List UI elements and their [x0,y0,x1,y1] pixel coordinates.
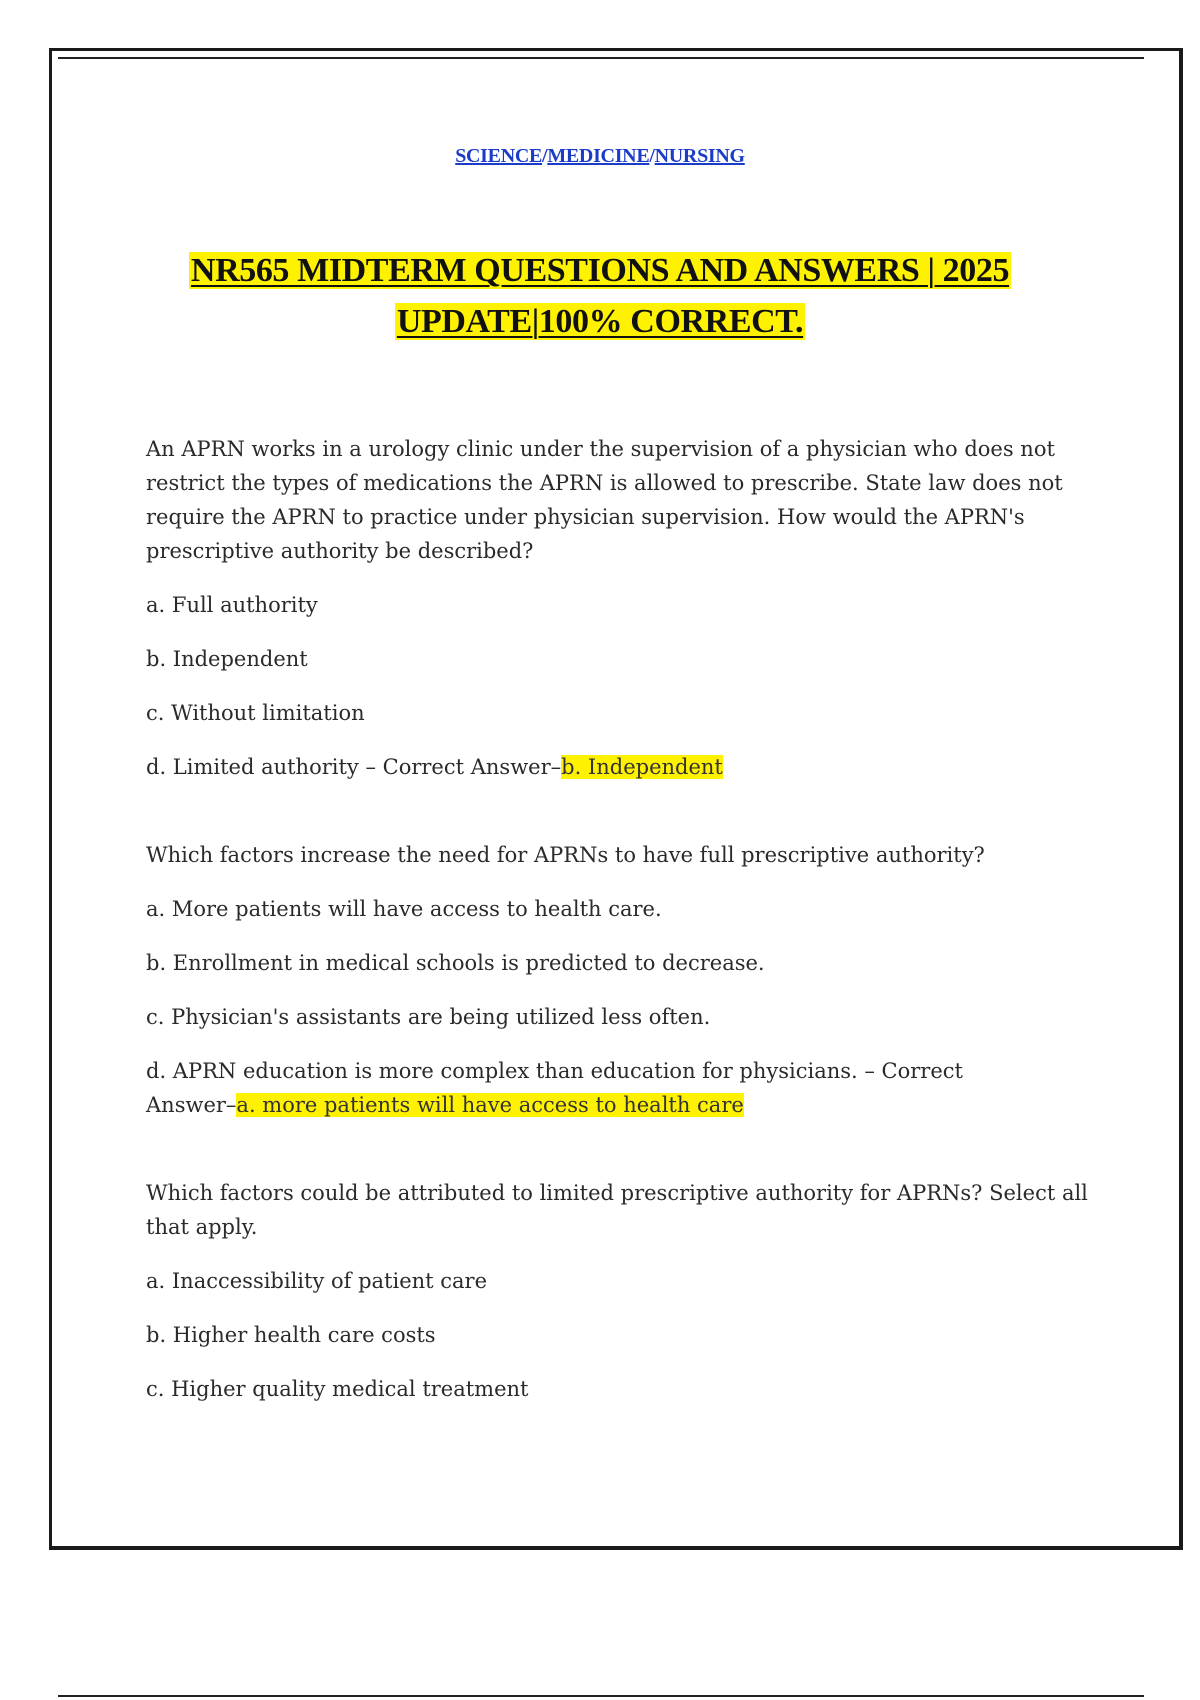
answer-label-wrap: Answer– [146,1093,237,1117]
answer-label: – Correct Answer– [358,755,562,779]
questions-body [146,432,1096,1460]
title-line-2-text: UPDATE|100% CORRECT [396,303,796,340]
option-a: a. Inaccessibility of patient care [146,1269,488,1293]
breadcrumb-separator: / [542,145,548,167]
option-d-with-answer [146,1054,1096,1122]
correct-answer: a. more patients will have access to health care [236,1093,744,1117]
question-text: Which factors increase the need for APRNs to have full prescriptive authority? [146,843,985,867]
breadcrumb-separator: / [649,145,655,167]
option-c: c. Physician's assistants are being utilized less often. [146,1005,711,1029]
option-d-with-answer [146,750,1096,784]
option-d: d. Limited authority [146,755,359,779]
title-line-2 [395,303,805,340]
title-line-1: NR565 MIDTERM QUESTIONS AND ANSWERS | 2025 [190,252,1010,289]
option-b: b. Independent [146,647,308,671]
option-a: a. More patients will have access to health care. [146,897,662,921]
option-d: d. APRN education is more complex than education for physicians. [146,1059,858,1083]
question-text: An APRN works in a urology clinic under the supervision of a physician who does not restrict the types of medications the APRN is allowed to prescribe. State law does not require the APRN to practice under physician supervision. How would the APRN's prescriptive authority be described? [146,437,1063,563]
answer-label-lead: – Correct [857,1059,963,1083]
breadcrumb-link-science[interactable]: SCIENCE [455,145,543,167]
option-b: b. Higher health care costs [146,1323,436,1347]
correct-answer: b. Independent [561,755,723,779]
question-block [146,432,1096,784]
option-b: b. Enrollment in medical schools is predicted to decrease. [146,951,765,975]
question-block [146,838,1096,1122]
breadcrumb-link-medicine[interactable]: MEDICINE [547,145,650,167]
breadcrumb-link-nursing[interactable]: NURSING [654,145,745,167]
option-c: c. Higher quality medical treatment [146,1377,529,1401]
bottom-rule [58,1695,1144,1697]
option-a: a. Full authority [146,593,318,617]
breadcrumb [0,145,1200,168]
option-c: c. Without limitation [146,701,365,725]
document-title [120,245,1080,347]
title-period: . [795,303,804,340]
question-text: Which factors could be attributed to limited prescriptive authority for APRNs? Select all that apply. [146,1181,1088,1239]
top-rule [58,57,1144,59]
question-block [146,1176,1096,1406]
